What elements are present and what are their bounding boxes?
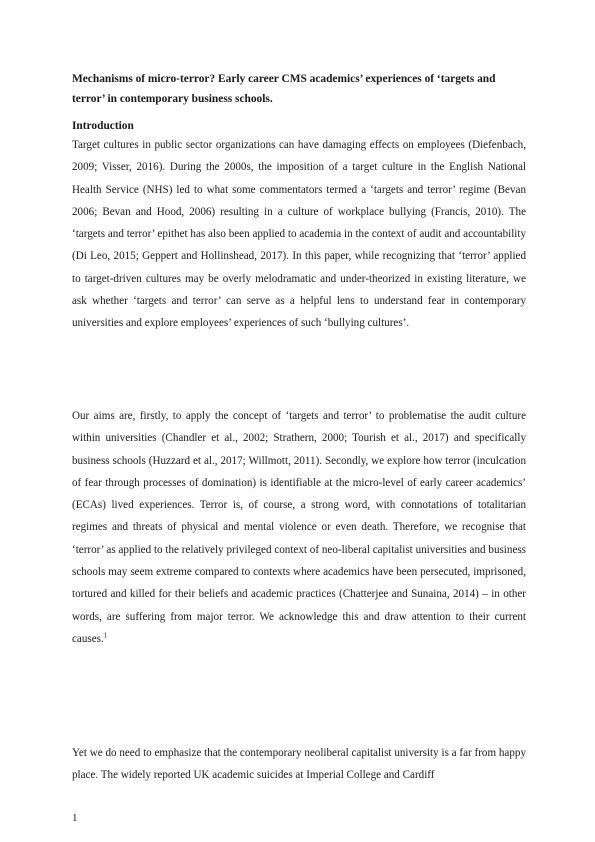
paragraph-text: Yet we do need to emphasize that the contemporary neoliberal capitalist university is a far from happy place. The widely reported UK academic suicides at Imperial College and Cardiff <box>72 747 526 782</box>
paragraph-text: Our aims are, firstly, to apply the concept of ‘targets and terror’ to problematise the audit culture within universities (Chandler et al., 2002; Strathern, 2000; Tourish et al., 2017) and specifically business schools (Huzzard et al., 2017; Willmott, 2011). Secondly, we explore how terror (inculcation of fear through processes of domination) is identifiable at the micro-level of early career academics’ (ECAs) lived experiences. Terror is, of course, a strong word, with connotations of totalitarian regimes and threats of physical and mental violence or even death. Therefore, we recognise that ‘terror’ as applied to the relatively privileged context of neo-liberal capitalist universities and business schools may seem extreme compared to contexts where academics have been persecuted, imprisoned, tortured and killed for their beliefs and academic practices (Chatterjee and Sunaina, 2014) – in other words, are suffering from major terror. We acknowledge this and draw attention to their current causes. <box>72 410 526 645</box>
footnote-marker[interactable]: 1 <box>103 631 108 640</box>
body-paragraph <box>72 742 526 787</box>
body-paragraph <box>72 405 526 650</box>
page-number: 1 <box>72 812 78 824</box>
paper-title: Mechanisms of micro-terror? Early career CMS academics’ experiences of ‘targets and terror’ in contemporary business schools. <box>72 73 496 105</box>
section-heading: Introduction <box>72 120 134 132</box>
paragraph-text: Target cultures in public sector organizations can have damaging effects on employees (Diefenbach, 2009; Visser, 2016). During the 2000s, the imposition of a target culture in the English National Health Service (NHS) led to what some commentators termed a ‘targets and terror’ regime (Bevan 2006; Bevan and Hood, 2006) resulting in a culture of workplace bullying (Francis, 2010). The ‘targets and terror’ epithet has also been applied to academia in the context of audit and accountability (Di Leo, 2015; Geppert and Hollinshead, 2017). In this paper, while recognizing that ‘terror’ applied to target-driven cultures may be overly melodramatic and under-theorized in existing literature, we ask whether ‘targets and terror’ can serve as a helpful lens to understand fear in contemporary universities and explore employees’ experiences of such ‘bullying cultures’. <box>72 139 526 330</box>
body-paragraph <box>72 134 526 335</box>
